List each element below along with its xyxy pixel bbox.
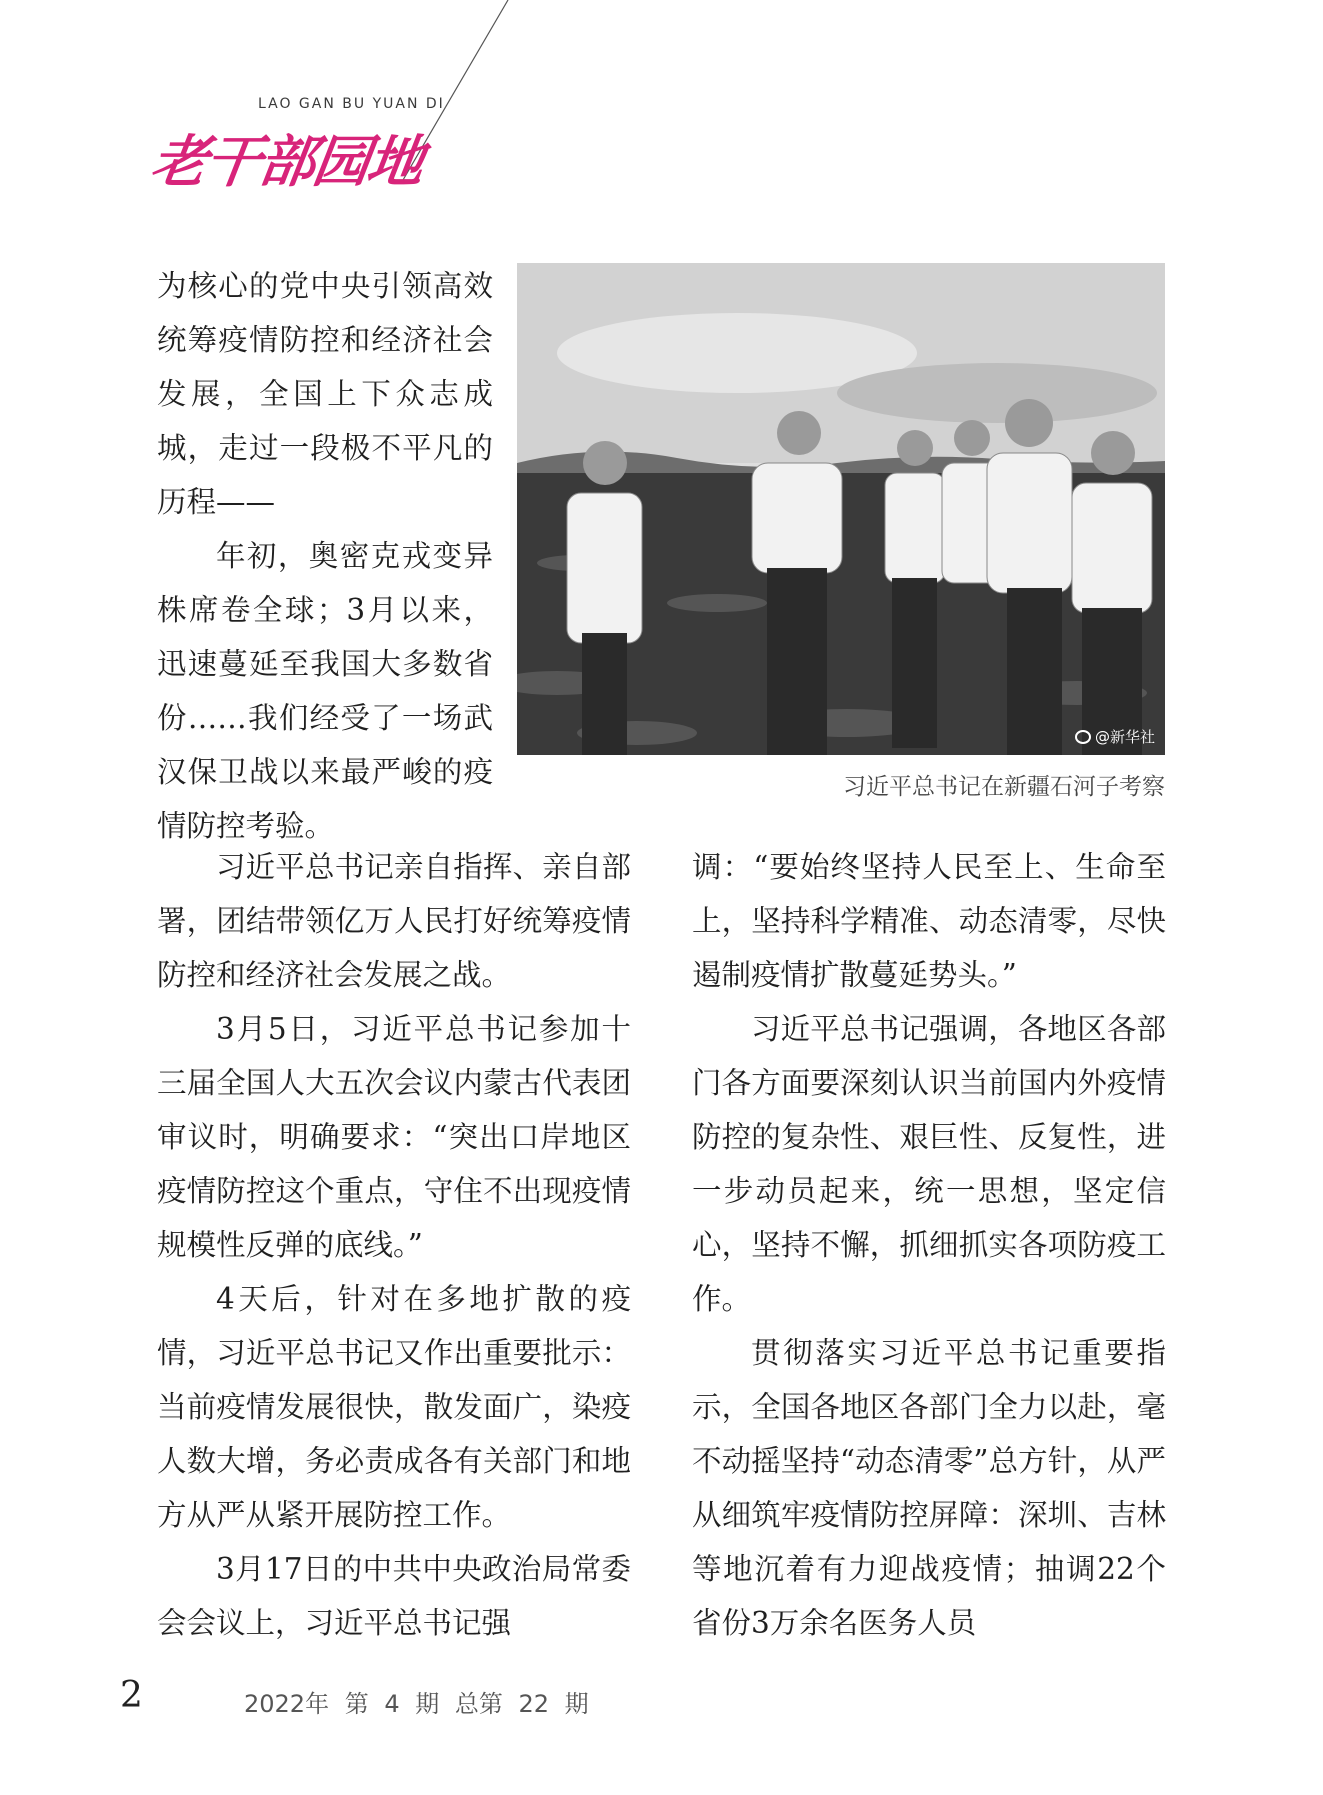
article-right-column — [692, 840, 1166, 1650]
inspection-photo — [517, 263, 1165, 755]
photo-credit-text: @新华社 — [1094, 728, 1155, 746]
paragraph: 习近平总书记强调，各地区各部门各方面要深刻认识当前国内外疫情防控的复杂性、艰巨性、反复性，进一步动员起来，统一思想，坚定信心，坚持不懈，抓细抓实各项防疫工作。 — [692, 1012, 1166, 1316]
weibo-icon — [1075, 730, 1091, 744]
photo-caption: 习近平总书记在新疆石河子考察 — [843, 774, 1165, 800]
masthead-pinyin: LAO GAN BU YUAN DI — [258, 96, 445, 112]
paragraph: 习近平总书记亲自指挥、亲自部署，团结带领亿万人民打好统筹疫情防控和经济社会发展之战。 — [157, 850, 631, 992]
paragraph: 调：“要始终坚持人民至上、生命至上，坚持科学精准、动态清零，尽快遏制疫情扩散蔓延势头。” — [692, 850, 1166, 992]
paragraph: 3月17日的中共中央政治局常委会会议上，习近平总书记强 — [157, 1552, 631, 1640]
paragraph: 为核心的党中央引领高效统筹疫情防控和经济社会发展，全国上下众志成城，走过一段极不平凡的历程—— — [157, 269, 493, 519]
article-left-column — [157, 840, 631, 1650]
issue-info: 2022年 第 4 期 总第 22 期 — [244, 1690, 589, 1718]
paragraph: 贯彻落实习近平总书记重要指示，全国各地区各部门全力以赴，毫不动摇坚持“动态清零”总方针，从严从细筑牢疫情防控屏障：深圳、吉林等地沉着有力迎战疫情；抽调22个省份3万余名医务人员 — [692, 1336, 1166, 1640]
paragraph: 3月5日，习近平总书记参加十三届全国人大五次会议内蒙古代表团审议时，明确要求：“突出口岸地区疫情防控这个重点，守住不出现疫情规模性反弹的底线。” — [157, 1012, 631, 1262]
page-number: 2 — [120, 1675, 143, 1716]
photo-illustration — [517, 263, 1165, 755]
paragraph: 4天后，针对在多地扩散的疫情，习近平总书记又作出重要批示：当前疫情发展很快，散发面广，染疫人数大增，务必责成各有关部门和地方从严从紧开展防控工作。 — [157, 1282, 631, 1532]
article-top-column — [157, 259, 493, 853]
masthead-title: 老干部园地 — [146, 129, 427, 195]
photo-credit — [1075, 726, 1155, 747]
paragraph: 年初，奥密克戎变异株席卷全球；3月以来，迅速蔓延至我国大多数省份……我们经受了一场武汉保卫战以来最严峻的疫情防控考验。 — [157, 539, 493, 843]
